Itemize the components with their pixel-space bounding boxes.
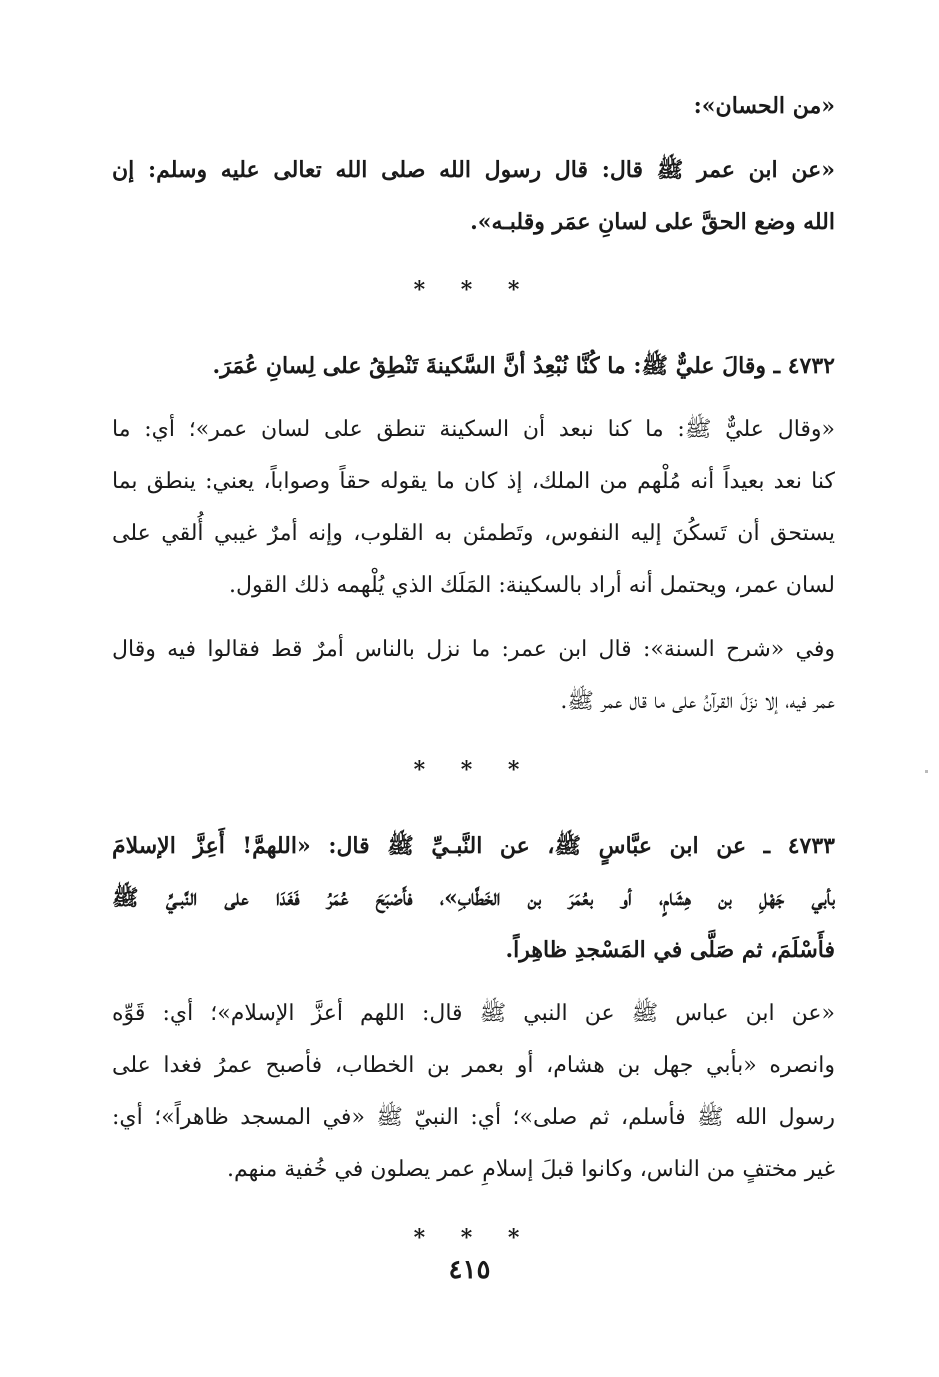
hadith-4732-text: ٤٧٣٢ ـ وقالَ عليٌّ ﷺ: ما كُنَّا نُبْعِدُ أنَّ السَّكينةَ تَنْطِقُ على لِسانِ عُمَرَ. [212, 353, 835, 379]
text-line: رسول الله ﷺ فأسلم، ثم صلى»؛ أي: النبيّ ﷺ «في المسجد ظاهراً»؛ أي: [112, 1105, 835, 1130]
section-separator: * * * [413, 277, 534, 303]
text-line: يستحق أن تَسكُنَ إليه النفوس، وتَطمئن به القلوب، وإنه أمرٌ غيبي أُلقي على [112, 521, 835, 546]
hadith-4733-commentary [112, 988, 835, 1196]
text-line: «وقال عليٌّ ﷺ: ما كنا نبعد أن السكينة تنطق على لسان عمر»؛ أي: ما [112, 417, 835, 442]
section-separator: * * * [413, 1225, 534, 1251]
text-line: بأبي جَهْلِ بن هِشَامٍ، أو بعُمَرَ بن الخَطَّابِ»، فأَصْبَحَ عُمَرُ فَغَدَا على النَّبـيِّ ﷺ [112, 885, 835, 911]
text-line: فأَسْلَمَ، ثم صَلَّى في المَسْجدِ ظاهِراً. [505, 937, 835, 963]
page-number: ٤١٥ [448, 1255, 491, 1285]
hadith-4732-commentary [112, 404, 835, 612]
hadith-4733-text [112, 820, 835, 976]
section-separator: * * * [413, 757, 534, 783]
text-line: «عن ابن عباس ﷺ عن النبي ﷺ قال: اللهم أعزَّ الإسلام»؛ أي: قَوِّه [112, 1001, 835, 1026]
section-heading: «من الحسان»: [693, 93, 835, 119]
hadith-4731-text [112, 144, 835, 248]
text-line: عمر فيه، إلا نزَلَ القرآنُ على ما قال عمر ﷺ. [560, 689, 835, 714]
text-line: غير مختفٍ من الناس، وكانوا قبلَ إسلامِ عمر يصلون في خُفية منهم. [227, 1157, 835, 1182]
text-line: لسان عمر، ويحتمل أنه أراد بالسكينة: المَلَك الذي يُلْهمه ذلك القول. [229, 573, 835, 598]
text-line: وفي «شرح السنة»: قال ابن عمر: ما نزل بالناس أمرٌ قط فقالوا فيه وقال [112, 637, 835, 662]
text-line: كنا نعد بعيداً أنه مُلْهم من الملك، إذ كان ما يقوله حقاً وصواباً، يعني: ينطق بما [112, 469, 835, 494]
text-line: «عن ابن عمر ﷺ قال: قال رسول الله صلى الله تعالى عليه وسلم: إن [112, 157, 835, 183]
text-line: الله وضع الحقَّ على لسانِ عمَر وقلبـه». [470, 209, 835, 235]
margin-mark [925, 770, 928, 773]
text-line: ٤٧٣٣ ـ عن ابن عبَّاسٍ ﷺ، عن النَّبـيِّ ﷺ قال: «اللهمَّ! أَعِزَّ الإسلامَ [112, 833, 835, 859]
text-line: وانصره «بأبي جهل بن هشام، أو بعمر بن الخطاب، فأصبح عمرُ فغدا على [112, 1053, 835, 1078]
hadith-4732-note [112, 624, 835, 728]
